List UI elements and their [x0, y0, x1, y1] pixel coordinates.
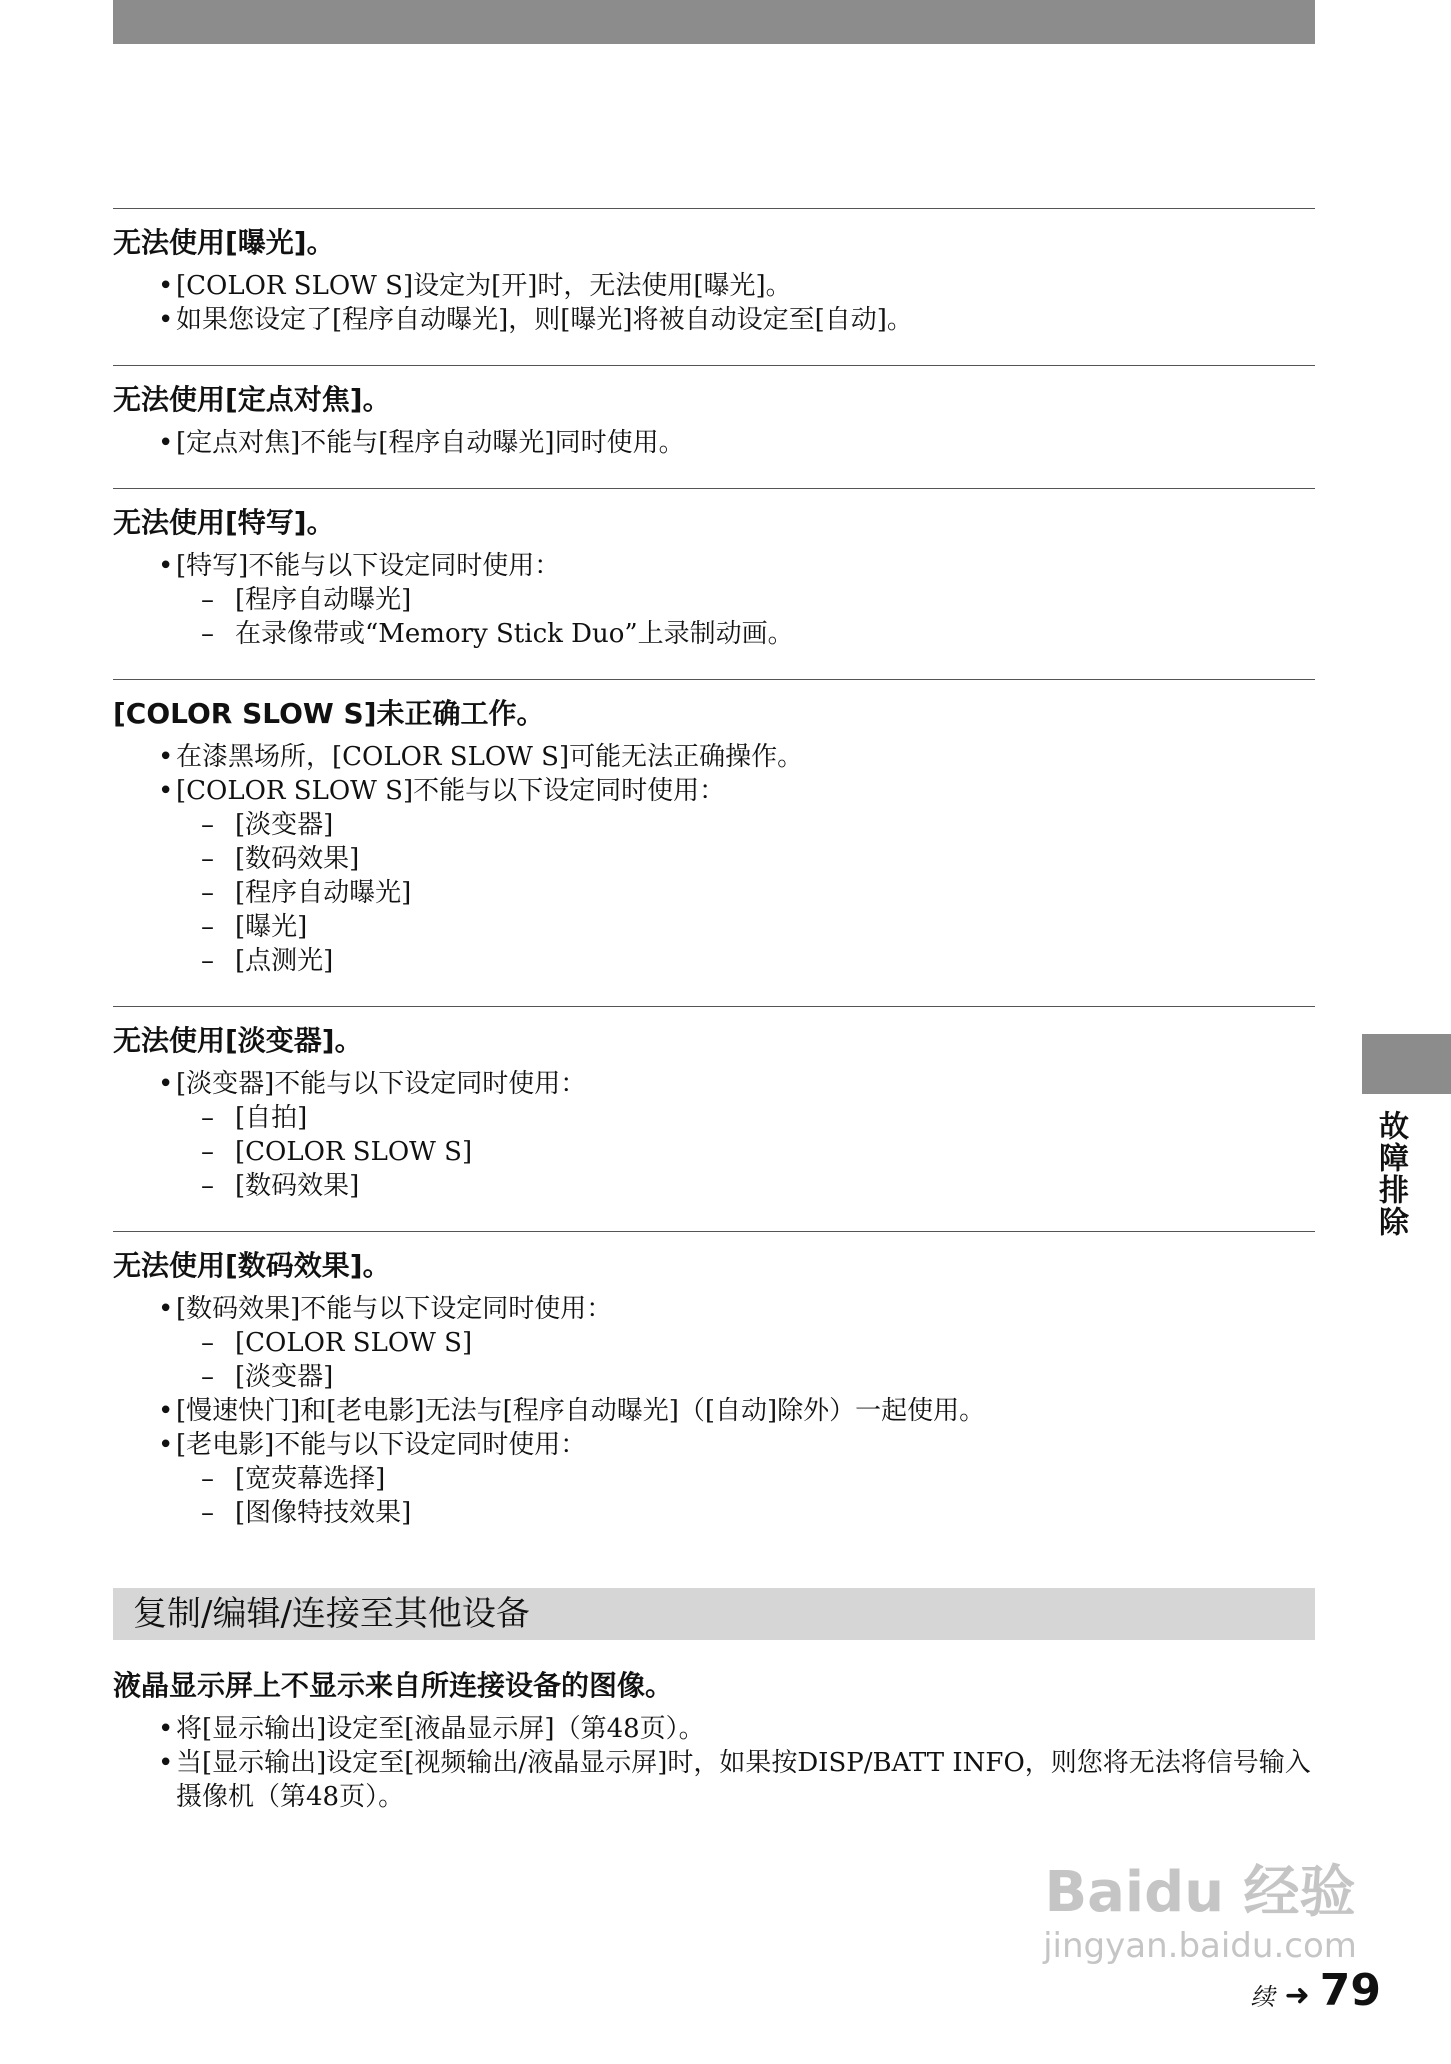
dash-icon: – — [201, 810, 214, 840]
sub-item — [113, 617, 1315, 651]
chapter-side-tab — [1362, 1034, 1451, 1094]
dash-icon: – — [201, 844, 214, 874]
bullet-text: 在漆黑场所，[COLOR SLOW S]可能无法正确操作。 — [176, 742, 804, 772]
sub-item-text: [自拍] — [235, 1103, 308, 1133]
section-title: 无法使用[曝光]。 — [113, 226, 335, 259]
bullet-item — [113, 740, 1315, 774]
sub-item — [113, 1135, 1315, 1169]
section-title: 无法使用[定点对焦]。 — [113, 383, 391, 416]
sub-item — [113, 1169, 1315, 1203]
dash-icon: – — [201, 619, 214, 649]
bullet-text: [老电影]不能与以下设定同时使用： — [176, 1430, 587, 1460]
sub-item — [113, 1462, 1315, 1496]
bullet-item — [113, 774, 1315, 808]
sub-item — [113, 1326, 1315, 1360]
page-footer — [1251, 1965, 1381, 2016]
continued-label: 续 — [1250, 1983, 1275, 2011]
section-title: 无法使用[数码效果]。 — [113, 1249, 391, 1282]
sub-item-text: [程序自动曝光] — [235, 585, 412, 615]
page-number: 79 — [1319, 1965, 1381, 2016]
sub-item-text: [曝光] — [235, 912, 308, 942]
dash-icon: – — [201, 1362, 214, 1392]
sub-item-text: [宽荧幕选择] — [235, 1464, 386, 1494]
sub-item — [113, 1496, 1315, 1530]
bullet-icon: • — [158, 305, 174, 335]
bullet-text: 如果您设定了[程序自动曝光]，则[曝光]将被自动设定至[自动]。 — [176, 305, 913, 335]
bullet-item — [113, 549, 1315, 583]
trouble-section — [113, 365, 1315, 488]
sub-item-text: [数码效果] — [235, 1171, 360, 1201]
bullet-text: [特写]不能与以下设定同时使用： — [176, 551, 561, 581]
dash-icon: – — [201, 912, 214, 942]
bullet-icon: • — [158, 1069, 174, 1099]
bullet-text: 将[显示输出]设定至[液晶显示屏]（第48页）。 — [176, 1714, 705, 1744]
dash-icon: – — [201, 1328, 214, 1358]
sub-item-text: [COLOR SLOW S] — [235, 1137, 473, 1167]
bullet-icon: • — [158, 428, 174, 458]
bullet-item — [113, 1746, 1315, 1814]
sub-item-text: [程序自动曝光] — [235, 878, 412, 908]
trouble-section — [113, 1231, 1315, 1558]
bullet-icon: • — [158, 742, 174, 772]
sub-item-text: [COLOR SLOW S] — [235, 1328, 473, 1358]
trouble-section — [113, 488, 1315, 679]
dash-icon: – — [201, 1464, 214, 1494]
chapter-side-label: 故障排除 — [1373, 1110, 1408, 1238]
baidu-watermark — [1035, 1860, 1365, 1966]
page-content — [113, 208, 1315, 1814]
sub-item — [113, 842, 1315, 876]
section-heading-bar: 复制/编辑/连接至其他设备 — [113, 1588, 1315, 1640]
bullet-icon: • — [158, 1396, 174, 1426]
bullet-text: [COLOR SLOW S]设定为[开]时，无法使用[曝光]。 — [176, 271, 792, 301]
sub-item — [113, 1360, 1315, 1394]
section-title: 无法使用[淡变器]。 — [113, 1024, 363, 1057]
bullet-item — [113, 1712, 1315, 1746]
bullet-icon: • — [158, 271, 174, 301]
block-title: 液晶显示屏上不显示来自所连接设备的图像。 — [113, 1669, 674, 1702]
troubleshooting-sections — [113, 208, 1315, 1558]
connection-block — [113, 1640, 1315, 1814]
bullet-text: [COLOR SLOW S]不能与以下设定同时使用： — [176, 776, 726, 806]
bullet-item — [113, 426, 1315, 460]
sub-item-text: [淡变器] — [235, 1362, 334, 1392]
sub-item-text: [图像特技效果] — [235, 1498, 412, 1528]
sub-item-text: [点测光] — [235, 946, 334, 976]
bullet-text: [慢速快门]和[老电影]无法与[程序自动曝光]（[自动]除外）一起使用。 — [176, 1396, 986, 1426]
dash-icon: – — [201, 1137, 214, 1167]
continue-arrow-icon: ➜ — [1284, 1978, 1310, 2013]
dash-icon: – — [201, 585, 214, 615]
sub-item — [113, 1101, 1315, 1135]
bullet-item — [113, 269, 1315, 303]
sub-item — [113, 583, 1315, 617]
sub-item-text: [数码效果] — [235, 844, 360, 874]
bullet-text: [淡变器]不能与以下设定同时使用： — [176, 1069, 587, 1099]
trouble-section — [113, 679, 1315, 1006]
section-title: [COLOR SLOW S]未正确工作。 — [113, 697, 545, 730]
trouble-section — [113, 208, 1315, 365]
bullet-text: [定点对焦]不能与[程序自动曝光]同时使用。 — [176, 428, 685, 458]
bullet-icon: • — [158, 1430, 174, 1460]
section-title: 无法使用[特写]。 — [113, 506, 335, 539]
watermark-brand: Baidu 经验 — [1044, 1860, 1356, 1925]
dash-icon: – — [201, 1171, 214, 1201]
sub-item-text: 在录像带或“Memory Stick Duo”上录制动画。 — [235, 619, 794, 649]
bullet-icon: • — [158, 1714, 174, 1744]
block-items — [113, 1712, 1315, 1814]
bullet-item — [113, 1428, 1315, 1462]
sub-item-text: [淡变器] — [235, 810, 334, 840]
bullet-text: [数码效果]不能与以下设定同时使用： — [176, 1294, 613, 1324]
top-header-bar — [113, 0, 1315, 44]
bullet-item — [113, 1394, 1315, 1428]
bullet-icon: • — [158, 1748, 174, 1778]
bullet-text: 当[显示输出]设定至[视频输出/液晶显示屏]时，如果按DISP/BATT INFO，则您将无法将信号输入摄像机（第48页）。 — [176, 1748, 1311, 1812]
trouble-section — [113, 1006, 1315, 1231]
bullet-item — [113, 1067, 1315, 1101]
sub-item — [113, 808, 1315, 842]
bullet-item — [113, 303, 1315, 337]
dash-icon: – — [201, 878, 214, 908]
sub-item — [113, 876, 1315, 910]
sub-item — [113, 944, 1315, 978]
bullet-icon: • — [158, 551, 174, 581]
dash-icon: – — [201, 1498, 214, 1528]
watermark-url: jingyan.baidu.com — [1043, 1926, 1357, 1966]
bullet-icon: • — [158, 776, 174, 806]
bullet-item — [113, 1292, 1315, 1326]
sub-item — [113, 910, 1315, 944]
dash-icon: – — [201, 946, 214, 976]
bullet-icon: • — [158, 1294, 174, 1324]
dash-icon: – — [201, 1103, 214, 1133]
